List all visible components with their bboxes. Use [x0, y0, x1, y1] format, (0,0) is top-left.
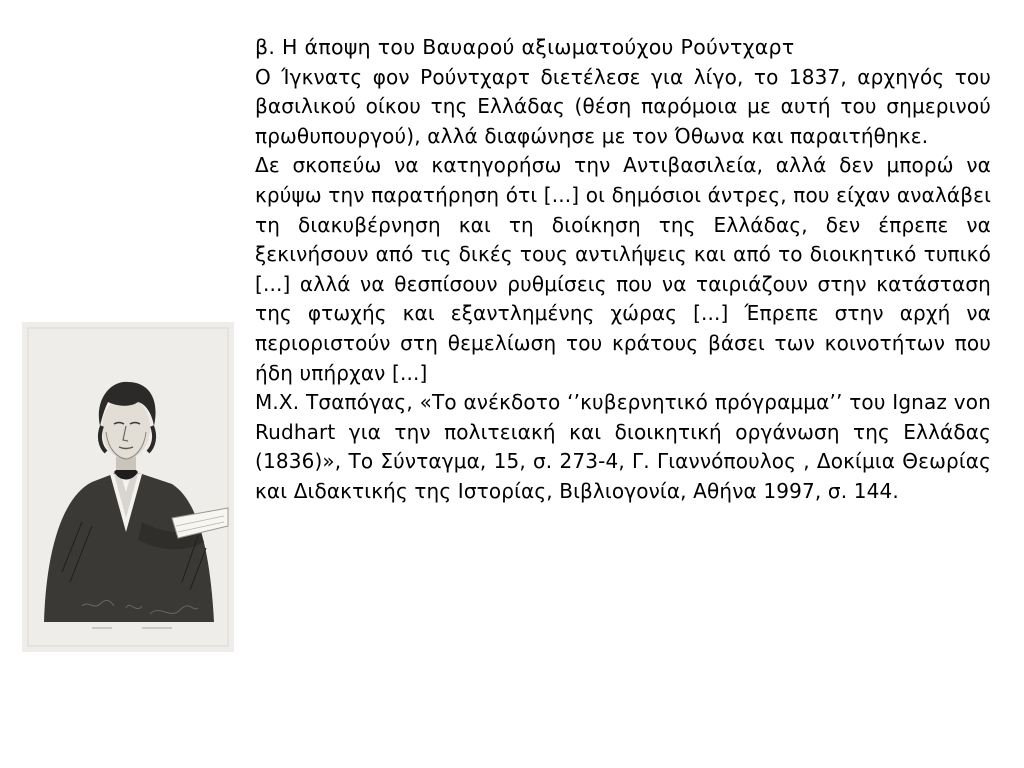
text-block [255, 33, 991, 507]
engraved-portrait-of-rudhart-icon [22, 322, 234, 652]
citation-paragraph: Μ.Χ. Τσαπόγας, «Το ανέκδοτο ‘’κυβερνητικό πρόγραμμα’’ του Ignaz von Rudhart για την πολιτειακή και διοικητική οργάνωση της Ελλάδας (1836)», Το Σύνταγμα, 15, σ. 273-4, Γ. Γιαννόπουλος , Δοκίμια Θεωρίας και Διδακτικής της Ιστορίας, Βιβλιογονία, Αθήνα 1997, σ. 144. [255, 390, 991, 503]
portrait-image [22, 322, 234, 652]
quote-paragraph: Δε σκοπεύω να κατηγορήσω την Αντιβασιλεία, αλλά δεν μπορώ να κρύψω την παρατήρηση ότι [...] οι δημόσιοι άντρες, που είχαν αναλάβει τη διακυβέρνηση και τη διοίκηση της Ελλάδας, δεν έπρεπε να ξεκινήσουν από τις δικές τους αντιλήψεις και από το διοικητικό τυπικό [...] αλλά να θεσπίσουν ρυθμίσεις που να ταιριάζουν στην κατάσταση της φτωχής και εξαντλημένης χώρας [...] Έπρεπε στην αρχή να περιοριστούν στη θεμελίωση του κράτους βάσει των κοινοτήτων που ήδη υπήρχαν [...] [255, 153, 991, 385]
intro-paragraph: Ο Ίγκνατς φον Ρούντχαρτ διετέλεσε για λίγο, το 1837, αρχηγός του βασιλικού οίκου της Ελλάδας (θέση παρόμοια με αυτή του σημερινού πρωθυπουργού), αλλά διαφώνησε με τον Όθωνα και παραιτήθηκε. [255, 64, 991, 148]
section-heading: β. Η άποψη του Βαυαρού αξιωματούχου Ρούντχαρτ [255, 35, 795, 59]
